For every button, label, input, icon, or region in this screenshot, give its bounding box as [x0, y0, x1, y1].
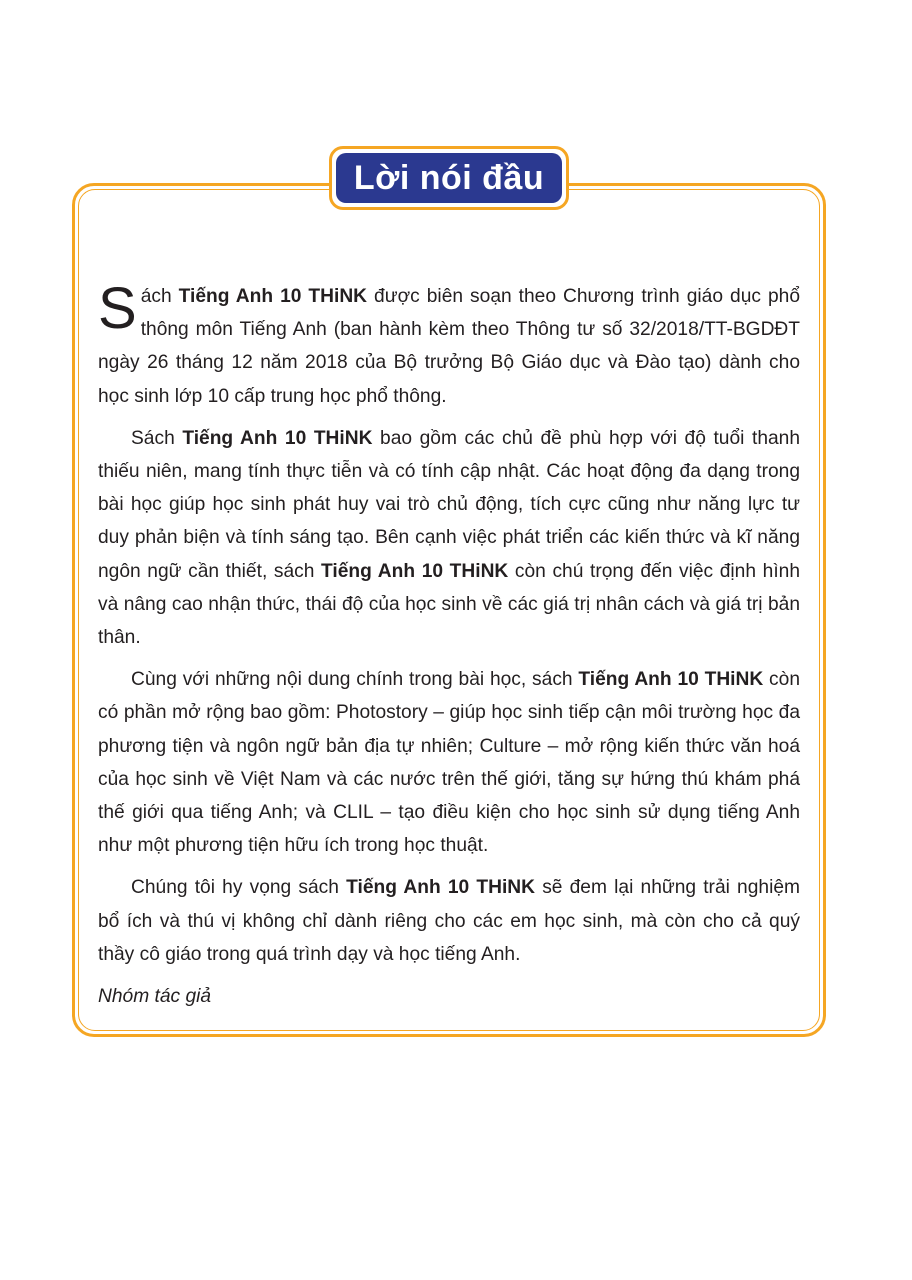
- page-title: Lời nói đầu: [336, 153, 562, 203]
- paragraph-2-text: còn chú trọng đến việc định hình và nâng cao nhận thức, thái độ của học sinh về các giá trị nhân cách và giá trị bản thân.: [98, 560, 800, 649]
- drop-cap: S: [98, 276, 137, 341]
- book-name: Tiếng Anh 10 THiNK: [321, 560, 509, 582]
- paragraph-4-text: sẽ đem lại những trải nghiệm bổ ích và thú vị không chỉ dành riêng cho các em học sinh, mà còn cho cả quý thầy cô giáo trong quá trình dạy và học tiếng Anh.: [98, 877, 800, 965]
- paragraph-4: [98, 871, 800, 971]
- book-name: Tiếng Anh 10 THiNK: [578, 669, 764, 691]
- paragraph-2-text: bao gồm các chủ đề phù hợp với độ tuổi thanh thiếu niên, mang tính thực tiễn và có tính cập nhật. Các hoạt động đa dạng trong bài học giúp học sinh phát huy vai trò chủ động, tích cực cũng như năng lực tư duy phản biện và tính sáng tạo. Bên cạnh việc phát triển các kiến thức và kĩ năng ngôn ngữ cần thiết, sách: [98, 427, 801, 582]
- paragraph-4-text: Chúng tôi hy vọng sách: [131, 877, 347, 899]
- paragraph-1-text: ách: [140, 286, 179, 307]
- title-badge: [329, 146, 569, 210]
- book-name: Tiếng Anh 10 THiNK: [182, 427, 373, 449]
- book-name: Tiếng Anh 10 THiNK: [346, 877, 536, 899]
- paragraph-1: [98, 276, 800, 413]
- paragraph-1-text: được biên soạn theo Chương trình giáo dục phổ thông môn Tiếng Anh (ban hành kèm theo Thông tư số 32/2018/TT-BGDĐT ngày 26 tháng 12 năm 2018 của Bộ trưởng Bộ Giáo dục và Đào tạo) dành cho học sinh lớp 10 cấp trung học phổ thông.: [98, 286, 800, 407]
- paragraph-3: [98, 663, 800, 862]
- paragraph-3-text: còn có phần mở rộng bao gồm: Photostory – giúp học sinh tiếp cận môi trường học đa phương tiện và ngôn ngữ bản địa tự nhiên; Culture – mở rộng kiến thức văn hoá của học sinh về Việt Nam và các nước trên thế giới, tăng sự hứng thú khám phá thế giới qua tiếng Anh; và CLIL – tạo điều kiện cho học sinh sử dụng tiếng Anh như một phương tiện hữu ích trong học thuật.: [98, 669, 800, 857]
- book-name: Tiếng Anh 10 THiNK: [178, 286, 368, 307]
- signature: Nhóm tác giả: [98, 986, 212, 1008]
- paragraph-2: [98, 422, 800, 654]
- paragraph-2-text: Sách: [131, 427, 183, 449]
- preface-body: [98, 276, 801, 1022]
- paragraph-3-text: Cùng với những nội dung chính trong bài học, sách: [131, 669, 579, 691]
